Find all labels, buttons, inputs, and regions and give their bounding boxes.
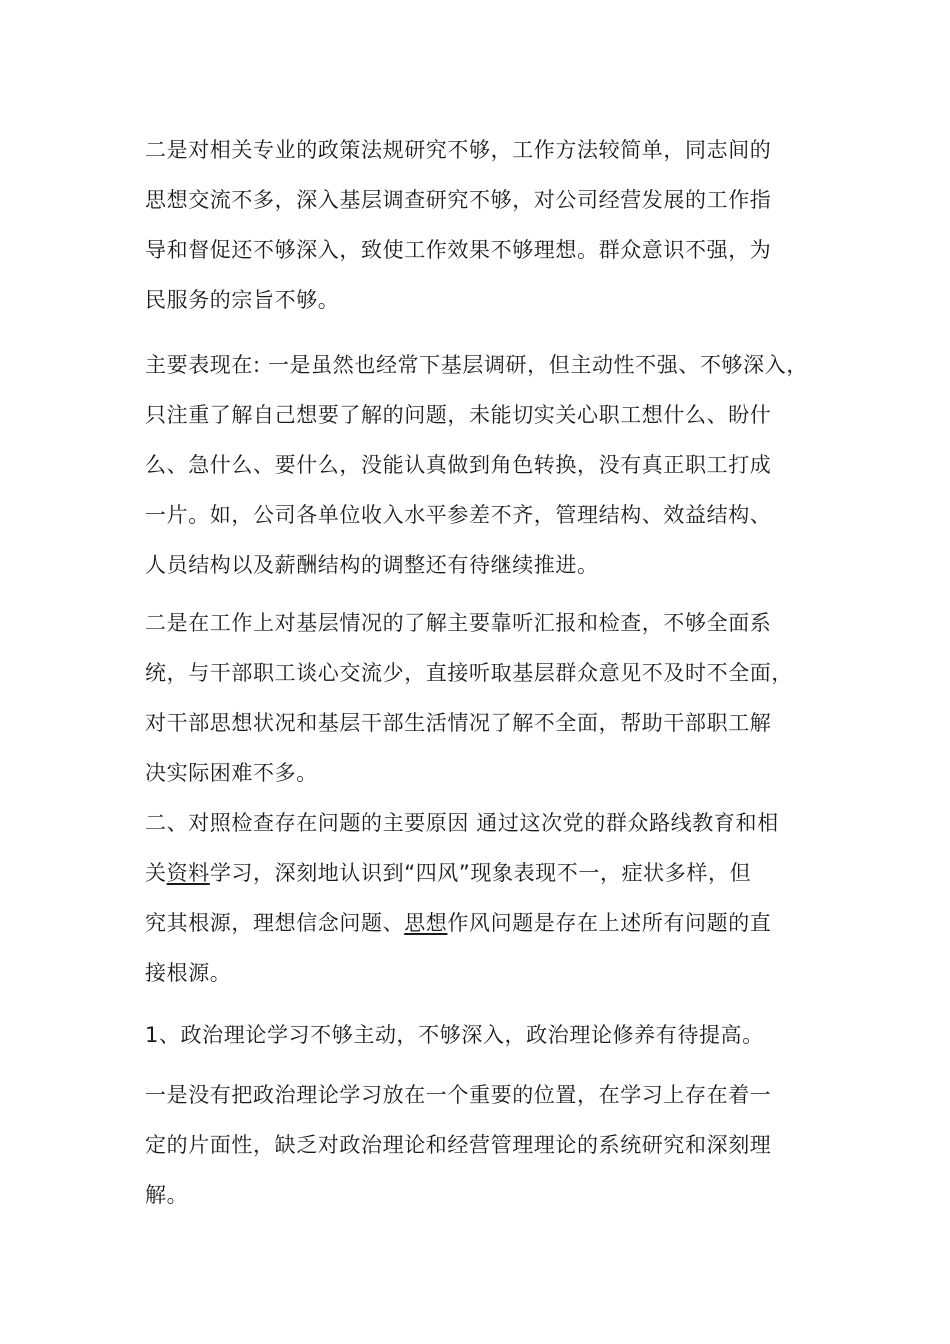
text-line: 解。: [145, 1183, 189, 1207]
text-line: 人员结构以及薪酬结构的调整还有待继续推进。: [145, 553, 599, 577]
text-line: 接根源。: [145, 961, 232, 985]
text-line: 二是在工作上对基层情况的了解主要靠听汇报和检查，不够全面系: [145, 611, 772, 635]
section-heading: 1、政治理论学习不够主动，不够深入，政治理论修养有待提高。: [145, 1023, 764, 1047]
text-line: 民服务的宗旨不够。: [145, 288, 340, 312]
text-line: [145, 908, 771, 938]
text-line: 二是对相关专业的政策法规研究不够，工作方法较简单，同志间的: [145, 138, 772, 162]
text-segment: 关: [145, 861, 167, 885]
text-line: 一片。如，公司各单位收入水平参差不齐，管理结构、效益结构、: [145, 503, 772, 527]
text-segment: 学习，深刻地认识到“四风”现象表现不一，症状多样，但: [209, 861, 752, 885]
text-line: 思想交流不多，深入基层调查研究不够，对公司经营发展的工作指: [145, 188, 772, 212]
text-segment: 究其根源，理想信念问题、: [145, 911, 405, 935]
text-segment: 作风问题是存在上述所有问题的直: [447, 911, 772, 935]
text-line: 决实际困难不多。: [145, 761, 318, 785]
text-line: [145, 858, 751, 888]
text-line: 统，与干部职工谈心交流少，直接听取基层群众意见不及时不全面，: [145, 661, 793, 685]
link-sixiang[interactable]: 思想: [404, 911, 448, 935]
text-line: 二、对照检查存在问题的主要原因 通过这次党的群众路线教育和相: [145, 811, 779, 835]
text-line: 只注重了解自己想要了解的问题，未能切实关心职工想什么、盼什: [145, 403, 772, 427]
link-ziliao[interactable]: 资料: [166, 861, 210, 885]
text-line: 定的片面性，缺乏对政治理论和经营管理理论的系统研究和深刻理: [145, 1133, 772, 1157]
text-line: 导和督促还不够深入，致使工作效果不够理想。群众意识不强，为: [145, 238, 772, 262]
text-line: 对干部思想状况和基层干部生活情况了解不全面，帮助干部职工解: [145, 711, 772, 735]
text-line: 一是没有把政治理论学习放在一个重要的位置，在学习上存在着一: [145, 1083, 772, 1107]
text-line: 主要表现在: 一是虽然也经常下基层调研，但主动性不强、不够深入，: [145, 353, 808, 377]
text-line: 么、急什么、要什么，没能认真做到角色转换，没有真正职工打成: [145, 453, 772, 477]
